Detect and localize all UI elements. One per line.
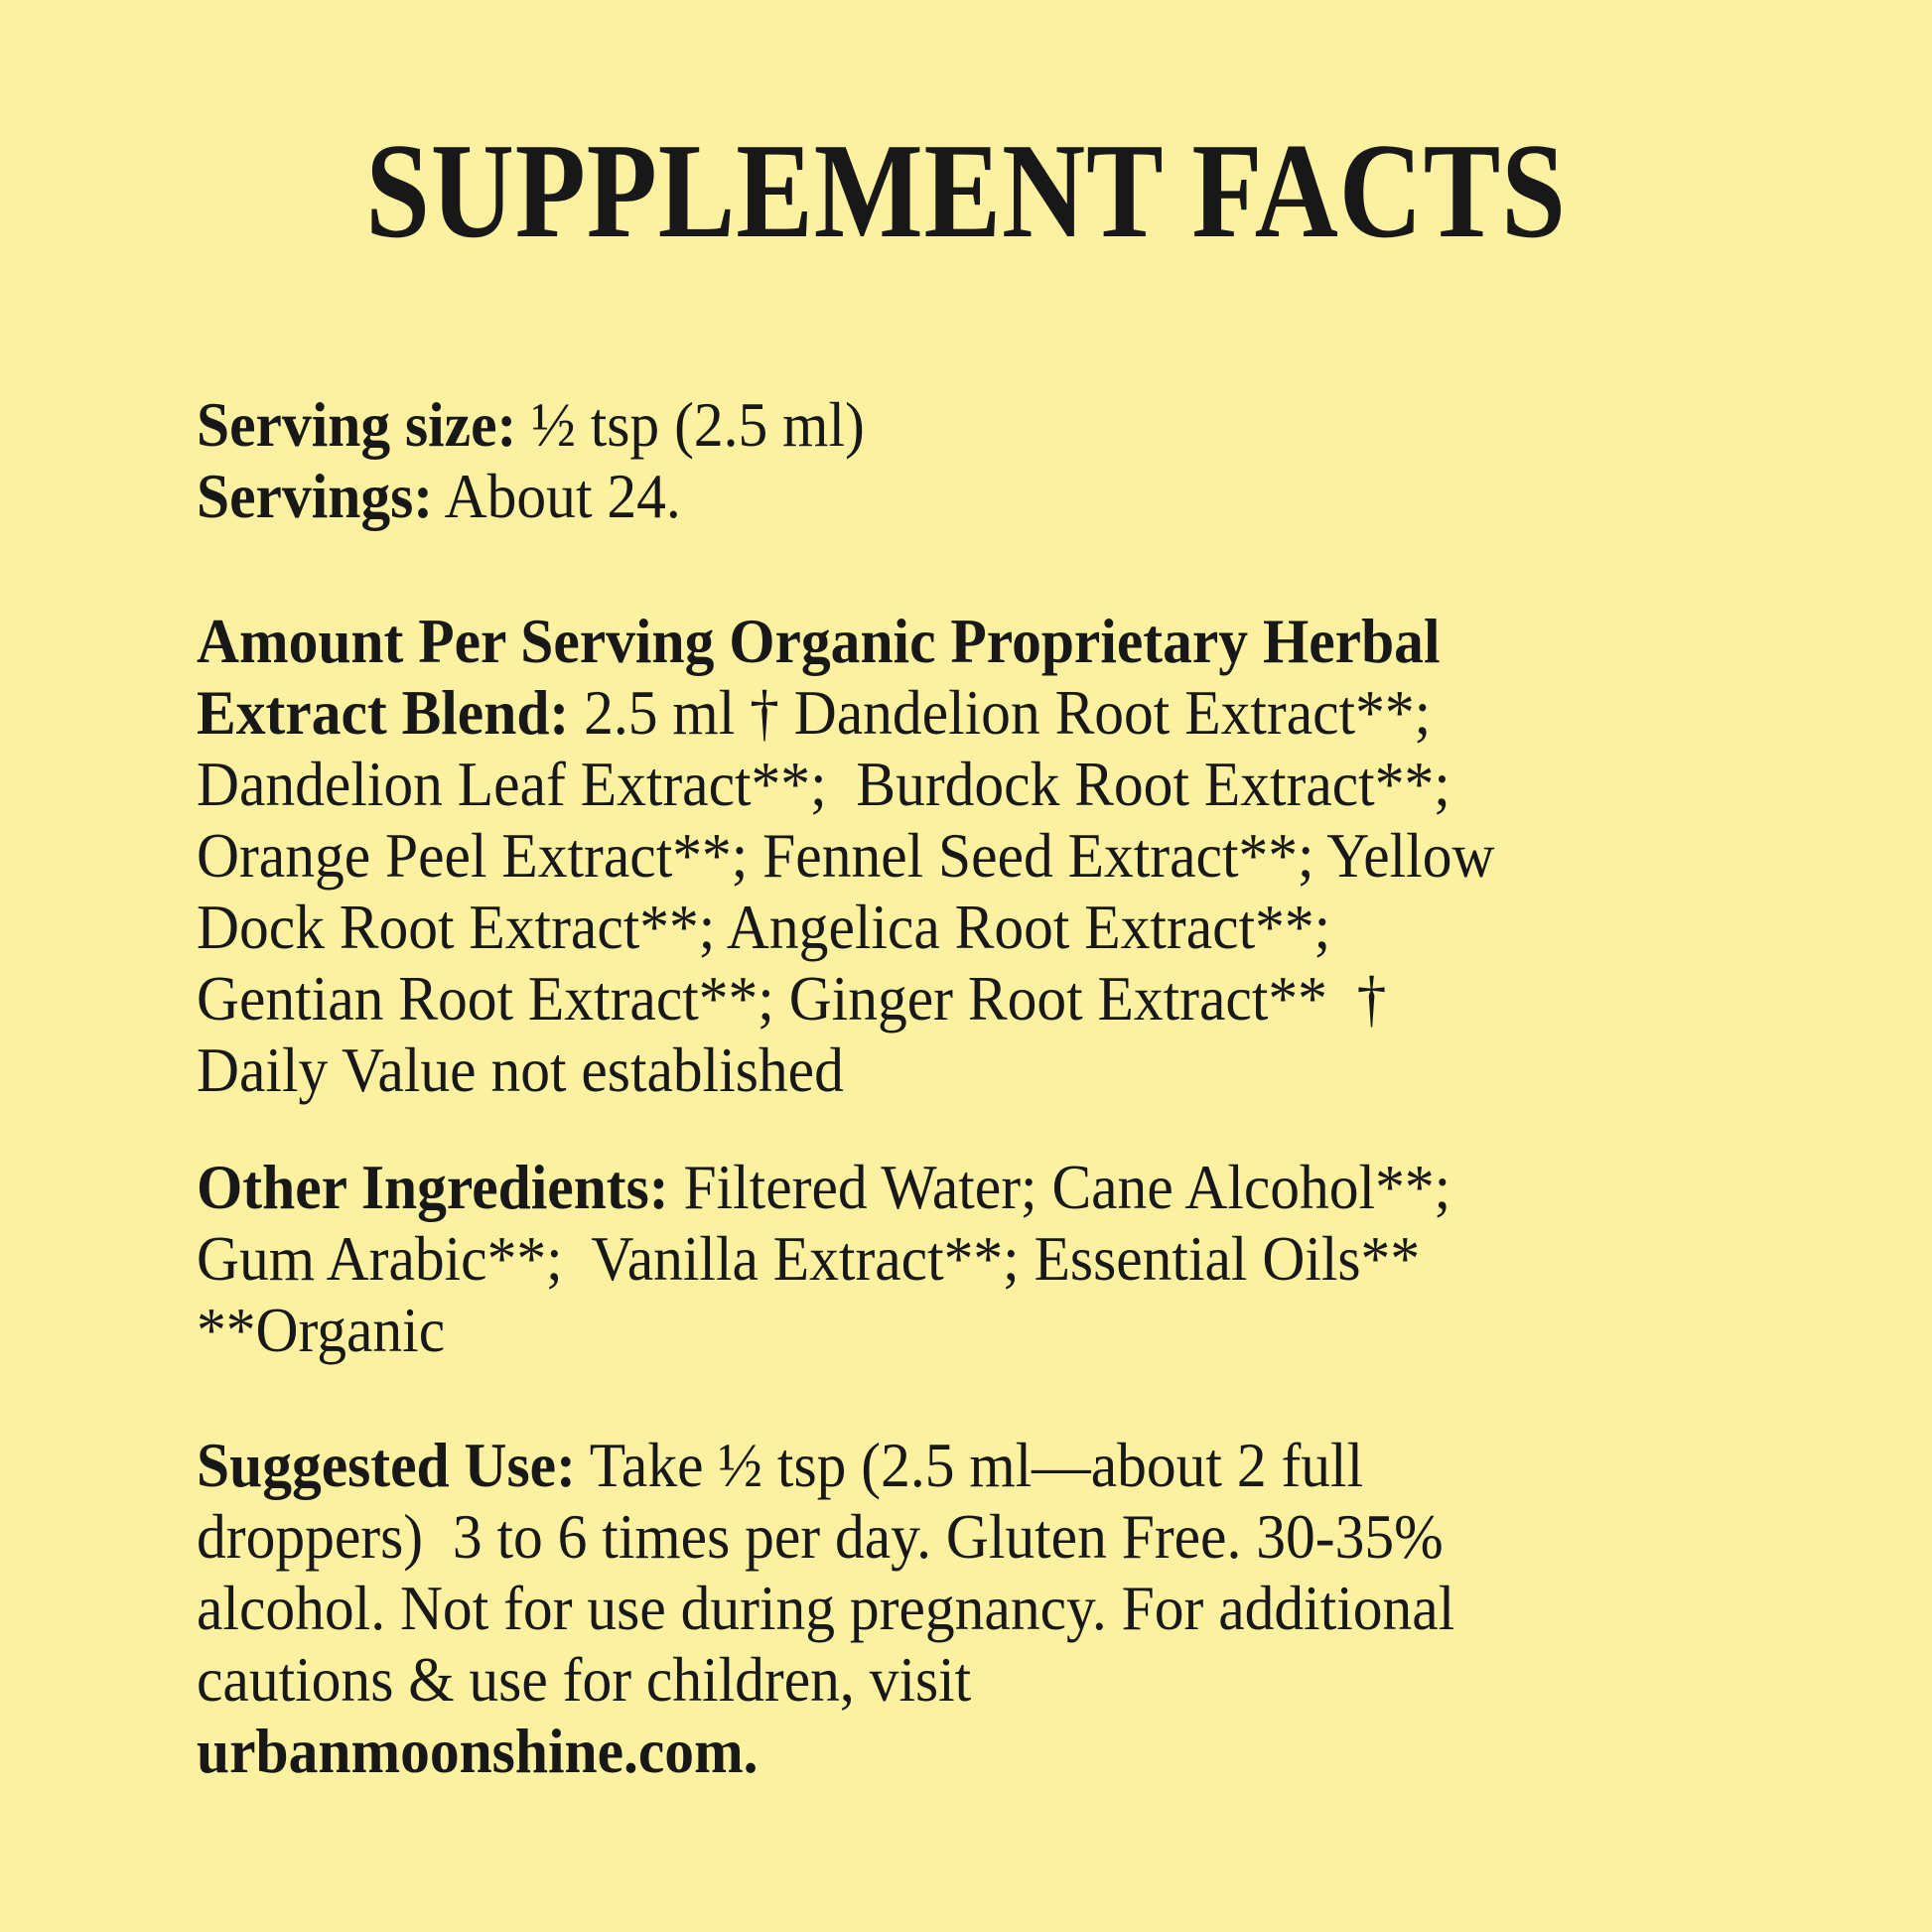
serving-size-value: ½ tsp (2.5 ml) <box>516 389 865 460</box>
other-ingredients-value: Gum Arabic**; Vanilla Extract**; Essential Oils** <box>197 1223 1421 1294</box>
serving-info-section <box>197 389 865 532</box>
amount-line-3 <box>197 749 1494 820</box>
amount-line-1 <box>197 606 1494 677</box>
blend-amount-value: 2.5 ml † Dandelion Root Extract**; <box>569 677 1432 748</box>
suggested-use-value: droppers) 3 to 6 times per day. Gluten Free. 30-35% <box>197 1501 1444 1572</box>
page-title: SUPPLEMENT FACTS <box>365 115 1567 266</box>
suggested-use-label: Suggested Use: <box>197 1430 576 1500</box>
suggested-use-line-4 <box>197 1644 1454 1716</box>
serving-size-line <box>197 389 865 461</box>
suggested-use-line-3 <box>197 1573 1454 1644</box>
suggested-use-line-2 <box>197 1501 1454 1573</box>
daily-value-footnote: Daily Value not established <box>197 1035 844 1105</box>
other-ingredients-value: Filtered Water; Cane Alcohol**; <box>668 1152 1451 1222</box>
amount-heading-part-1: Amount Per Serving Organic Proprietary Herbal <box>197 606 1441 676</box>
amount-heading-part-2: Extract Blend: <box>197 677 570 748</box>
herbal-extracts-text: Orange Peel Extract**; Fennel Seed Extract**; Yellow <box>197 820 1495 891</box>
other-ingredients-line-1 <box>197 1152 1450 1223</box>
servings-value: About 24. <box>433 461 681 531</box>
suggested-use-section <box>197 1430 1454 1787</box>
herbal-extracts-text: Dock Root Extract**; Angelica Root Extract**; <box>197 892 1331 962</box>
amount-line-2 <box>197 677 1494 749</box>
amount-line-4 <box>197 820 1494 892</box>
website-url: urbanmoonshine.com. <box>197 1716 759 1786</box>
amount-line-6 <box>197 963 1494 1035</box>
organic-footnote: **Organic <box>197 1295 446 1365</box>
suggested-use-line-5 <box>197 1716 1454 1787</box>
serving-size-label: Serving size: <box>197 389 517 460</box>
servings-count-line <box>197 461 865 532</box>
suggested-use-value: Take ½ tsp (2.5 ml—about 2 full <box>575 1430 1364 1500</box>
suggested-use-value: cautions & use for children, visit <box>197 1644 972 1715</box>
amount-per-serving-section <box>197 606 1494 1106</box>
suggested-use-value: alcohol. Not for use during pregnancy. For additional <box>197 1573 1455 1643</box>
amount-line-7 <box>197 1035 1494 1106</box>
other-ingredients-line-3 <box>197 1295 1450 1366</box>
herbal-extracts-text: Dandelion Leaf Extract**; Burdock Root Extract**; <box>197 749 1450 819</box>
herbal-extracts-text: Gentian Root Extract**; Ginger Root Extract** † <box>197 963 1387 1034</box>
suggested-use-line-1 <box>197 1430 1454 1501</box>
other-ingredients-section <box>197 1152 1450 1366</box>
servings-label: Servings: <box>197 461 434 531</box>
amount-line-5 <box>197 892 1494 963</box>
other-ingredients-label: Other Ingredients: <box>197 1152 669 1222</box>
other-ingredients-line-2 <box>197 1223 1450 1295</box>
